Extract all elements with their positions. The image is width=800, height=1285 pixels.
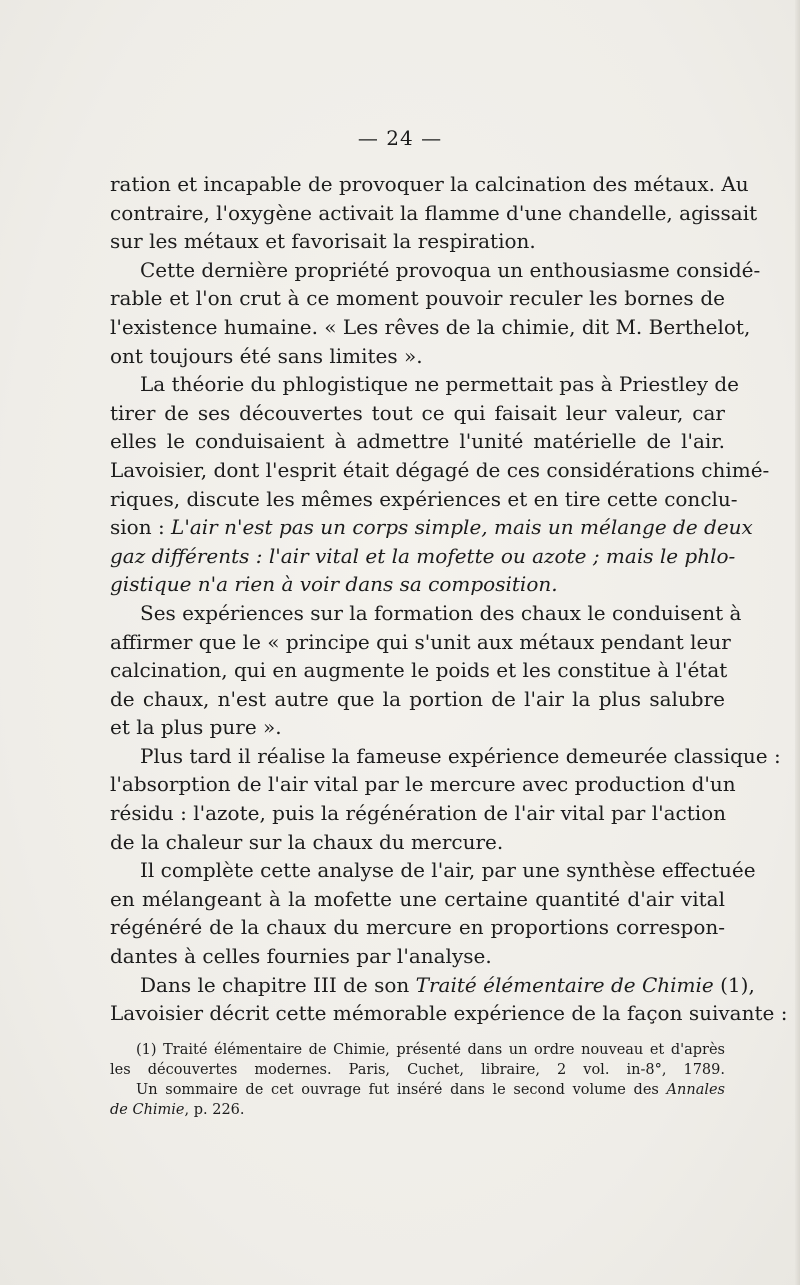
book-title: Traité élémentaire de Chimie [415,972,714,997]
page-number: — 24 — [357,126,443,150]
text-line: Il complète cette analyse de l'air, par une synthèse effectuée [140,858,756,883]
text-fragment: , p. 226. [184,1102,245,1118]
footnote-ref: (1), [720,972,755,997]
footnotes [110,1040,725,1120]
text-line-mixed [110,971,755,1000]
text-line: Lavoisier décrit cette mémorable expérience de la façon suivante : [110,1001,788,1026]
page-edge [795,0,800,1285]
footnote-line: les découvertes modernes. Paris, Cuchet, libraire, 2 vol. in-8°, 1789. [110,1062,725,1078]
italic-quote: L'air n'est pas un corps simple, mais un mélange de deux [171,515,753,540]
text-line: ont toujours été sans limites ». [110,343,423,368]
journal-title: Annales [666,1082,725,1098]
text-line: elles le conduisaient à admettre l'unité matérielle de l'air. [110,429,725,454]
text-line: riques, discute les mêmes expériences et en tire cette conclu- [110,486,738,511]
text-line: dantes à celles fournies par l'analyse. [110,944,492,969]
text-line: de la chaleur sur la chaux du mercure. [110,829,504,854]
text-line: affirmer que le « principe qui s'unit aux métaux pendant leur [110,629,731,654]
text-line: contraire, l'oxygène activait la flamme d'une chandelle, agissait [110,200,758,225]
text-line: et la plus pure ». [110,715,282,740]
text-line: calcination, qui en augmente le poids et les constitue à l'état [110,658,728,683]
text-line: Cette dernière propriété provoqua un enthousiasme considé- [140,257,761,282]
text-line: Plus tard il réalise la fameuse expérience demeurée classique : [140,743,781,768]
text-line: sur les métaux et favorisait la respiration. [110,229,536,254]
italic-text-line: gaz différents : l'air vital et la mofette ou azote ; mais le phlo- [110,543,736,568]
text-line: tirer de ses découvertes tout ce qui faisait leur valeur, car [110,400,725,425]
footnote-line: (1) Traité élémentaire de Chimie, présenté dans un ordre nouveau et d'après [136,1042,725,1058]
footnote-line-mixed [110,1100,725,1120]
footnote-line-mixed [110,1080,725,1100]
journal-title: de Chimie [110,1102,185,1118]
text-line: La théorie du phlogistique ne permettait pas à Priestley de [140,372,740,397]
italic-text-line: gistique n'a rien à voir dans sa composition. [110,572,558,597]
text-line: Lavoisier, dont l'esprit était dégagé de ces considérations chimé- [110,457,770,482]
text-fragment: Dans le chapitre III de son [140,972,410,997]
text-fragment: sion : [110,515,165,540]
text-line: ration et incapable de provoquer la calcination des métaux. Au [110,172,749,196]
text-line: résidu : l'azote, puis la régénération de l'air vital par l'action [110,801,727,826]
text-line: l'absorption de l'air vital par le mercure avec production d'un [110,772,736,797]
text-fragment: Un sommaire de cet ouvrage fut inséré dans le second volume des [136,1082,659,1098]
text-line: rable et l'on crut à ce moment pouvoir reculer les bornes de [110,286,725,311]
text-line: en mélangeant à la mofette une certaine quantité d'air vital [110,886,725,911]
text-line-mixed [110,513,753,542]
text-line: l'existence humaine. « Les rêves de la chimie, dit M. Berthelot, [110,314,751,339]
text-line: Ses expériences sur la formation des chaux le conduisent à [140,600,742,625]
text-line: régénéré de la chaux du mercure en proportions correspon- [110,915,725,940]
body-text [110,170,788,1028]
text-line: de chaux, n'est autre que la portion de l'air la plus salubre [110,686,725,711]
